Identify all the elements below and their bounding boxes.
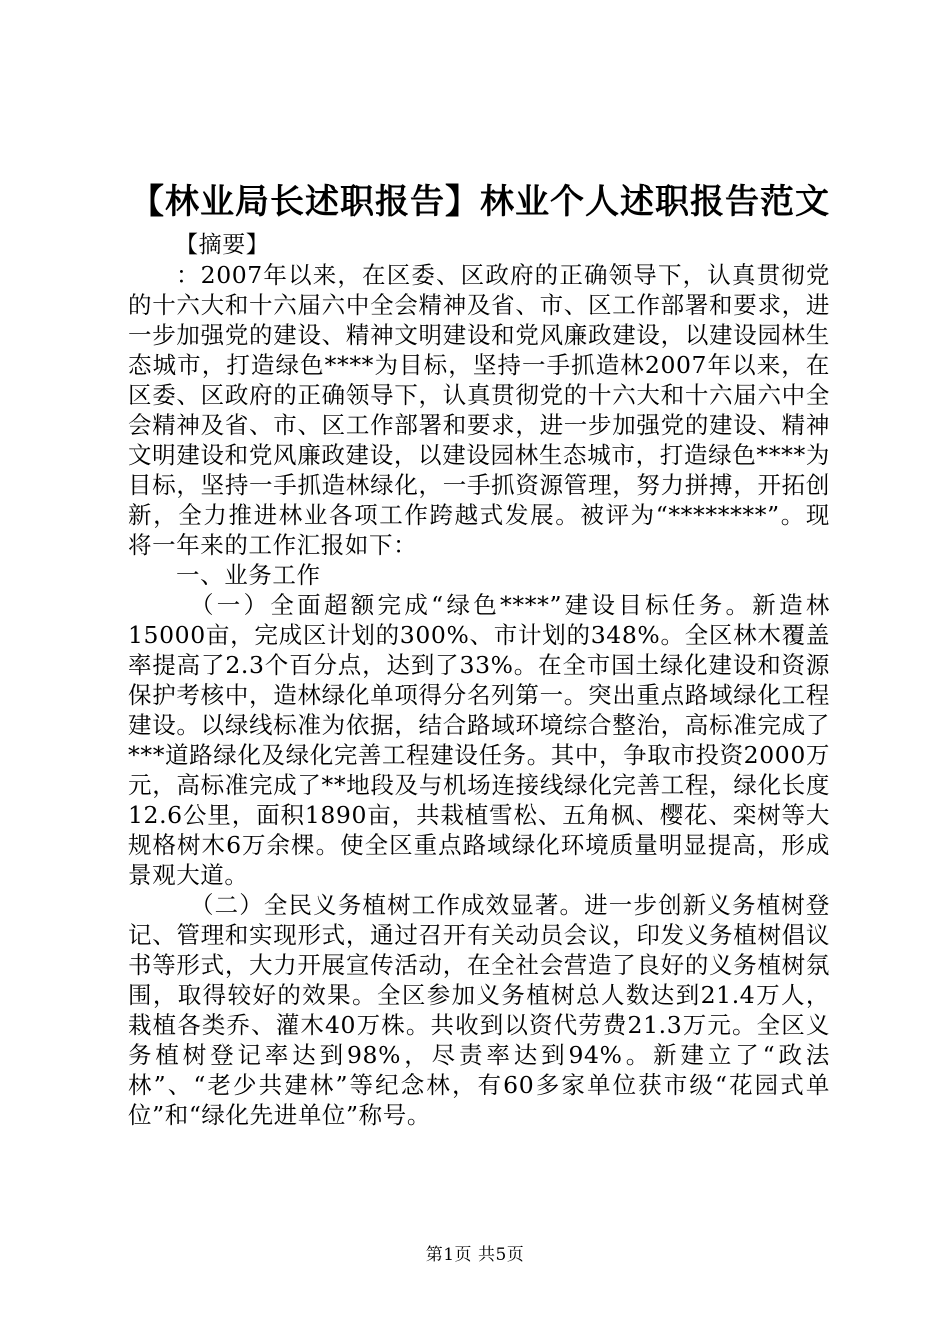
document-title: 【林业局长述职报告】林业个人述职报告范文 [130, 182, 830, 222]
document-body [128, 230, 830, 1130]
paragraph-tree-planting: （二）全民义务植树工作成效显著。进一步创新义务植树登记、管理和实现形式，通过召开有关动员会议，印发义务植树倡议书等形式，大力开展宣传活动，在全社会营造了良好的义务植树氛围，取得较好的效果。全区参加义务植树总人数达到21.4万人，栽植各类乔、灌木40万株。共收到以资代劳费21.3万元。全区义务植树登记率达到98%，尽责率达到94%。新建立了“政法林”、“老少共建林”等纪念林，有60多家单位获市级“花园式单位”和“绿化先进单位”称号。 [128, 891, 830, 1129]
paragraph-green-task: （一）全面超额完成“绿色****”建设目标任务。新造林15000亩，完成区计划的300%、市计划的348%。全区林木覆盖率提高了2.3个百分点，达到了33%。在全市国土绿化建设和资源保护考核中，造林绿化单项得分名列第一。突出重点路域绿化工程建设。以绿线标准为依据，结合路域环境综合整治，高标准完成了***道路绿化及绿化完善工程建设任务。其中，争取市投资2000万元，高标准完成了**地段及与机场连接线绿化完善工程，绿化长度12.6公里，面积1890亩，共栽植雪松、五角枫、樱花、栾树等大规格树木6万余棵。使全区重点路域绿化环境质量明显提高，形成景观大道。 [128, 591, 830, 889]
page-footer: 第1页 共5页 [425, 1245, 525, 1265]
section-heading-business: 一、业务工作 [176, 561, 321, 589]
paragraph-intro: ：2007年以来，在区委、区政府的正确领导下，认真贯彻党的十六大和十六届六中全会精神及省、市、区工作部署和要求，进一步加强党的建设、精神文明建设和党风廉政建设，以建设园林生态城市，打造绿色****为目标，坚持一手抓造林2007年以来，在区委、区政府的正确领导下，认真贯彻党的十六大和十六届六中全会精神及省、市、区工作部署和要求，进一步加强党的建设、精神文明建设和党风廉政建设，以建设园林生态城市，打造绿色****为目标，坚持一手抓造林绿化，一手抓资源管理，努力拼搏，开拓创新，全力推进林业各项工作跨越式发展。被评为“********”。现将一年来的工作汇报如下： [128, 261, 830, 559]
abstract-label: 【摘要】 [175, 232, 270, 258]
